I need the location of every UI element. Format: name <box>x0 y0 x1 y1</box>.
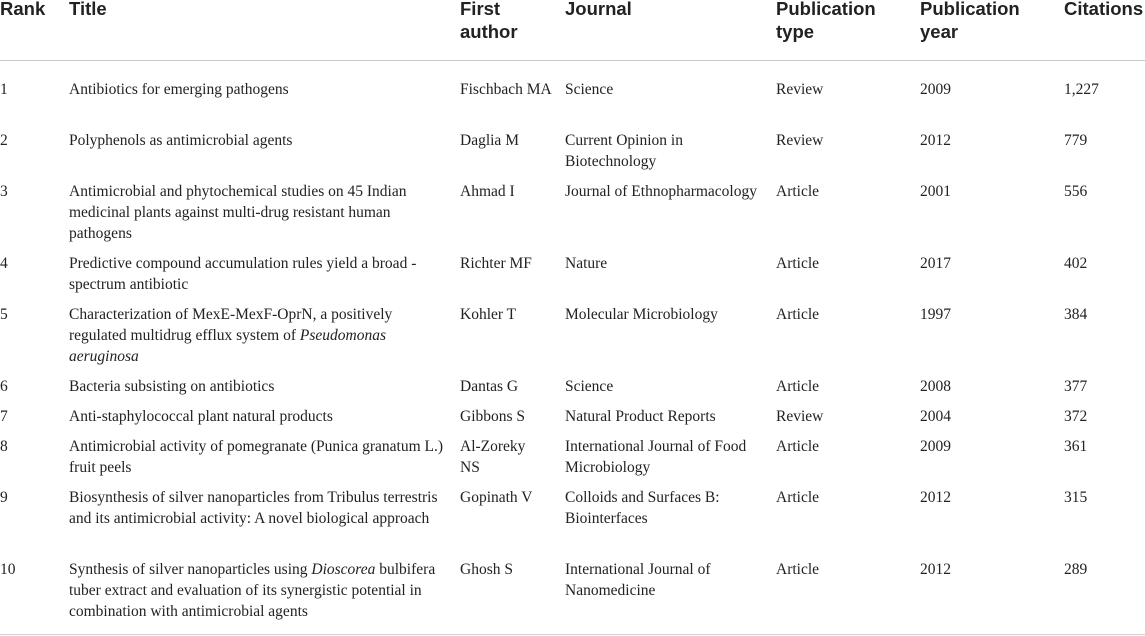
cell-publication-year: 2009 <box>920 438 951 455</box>
table-header <box>0 0 1145 61</box>
cell-first-author: Gibbons S <box>460 408 526 425</box>
title-text: Characterization of MexE-MexF-OprN, a positively regulated multidrug efflux system of <box>69 306 393 344</box>
header-citations: Citations <box>1064 0 1144 19</box>
cell-first-author: Al-Zoreky NS <box>460 438 526 476</box>
cell-first-author: Ahmad I <box>460 183 515 200</box>
header-title: Title <box>69 0 107 19</box>
cell-publication-year: 2012 <box>920 561 951 578</box>
cell-citations: 384 <box>1064 306 1088 323</box>
cell-title: Bacteria subsisting on antibiotics <box>69 378 275 395</box>
table-row <box>0 304 1145 376</box>
cell-citations: 315 <box>1064 489 1088 506</box>
header-publication-type: Publication type <box>776 0 876 42</box>
title-text-end: bulbifera tuber extract and evaluation of its synergistic potential in combination with antimicrobial agents <box>69 561 436 620</box>
cell-title: Antimicrobial and phytochemical studies on 45 Indian medicinal plants against multi-drug resistant human pathogens <box>69 183 407 242</box>
title-species-italic: Pseudomonas aeruginosa <box>69 327 386 365</box>
table-row <box>0 79 1145 130</box>
table-row <box>0 436 1145 487</box>
cell-rank: 5 <box>0 306 8 323</box>
table-bottom-rule <box>0 634 1145 635</box>
cell-title: Anti-staphylococcal plant natural products <box>69 408 333 425</box>
table-row <box>0 406 1145 436</box>
cell-title: Predictive compound accumulation rules yield a broad -spectrum antibiotic <box>69 255 417 293</box>
cell-publication-year: 2012 <box>920 489 951 506</box>
header-first-author: First author <box>460 0 518 42</box>
cell-first-author: Richter MF <box>460 255 532 272</box>
cell-citations: 556 <box>1064 183 1088 200</box>
cell-journal: Molecular Microbiology <box>565 306 718 323</box>
cell-publication-year: 2008 <box>920 378 951 395</box>
cell-first-author: Ghosh S <box>460 561 513 578</box>
cell-rank: 3 <box>0 183 8 200</box>
cell-rank: 8 <box>0 438 8 455</box>
cell-publication-type: Review <box>776 81 824 98</box>
header-journal: Journal <box>565 0 632 19</box>
cell-publication-year: 2004 <box>920 408 951 425</box>
cell-rank: 2 <box>0 132 8 149</box>
cell-title: Polyphenols as antimicrobial agents <box>69 132 293 149</box>
table-row <box>0 253 1145 304</box>
table-row <box>0 181 1145 253</box>
cell-publication-type: Article <box>776 378 820 395</box>
cell-citations: 402 <box>1064 255 1088 272</box>
cell-publication-type: Article <box>776 306 820 323</box>
cell-rank: 6 <box>0 378 8 395</box>
cell-journal: Science <box>565 81 614 98</box>
cell-citations: 372 <box>1064 408 1088 425</box>
cell-journal: International Journal of Nanomedicine <box>565 561 711 599</box>
cell-publication-type: Article <box>776 255 820 272</box>
cell-first-author: Fischbach MA <box>460 81 552 98</box>
cell-publication-type: Article <box>776 183 820 200</box>
cell-citations: 361 <box>1064 438 1088 455</box>
cell-publication-type: Review <box>776 132 824 149</box>
cell-title <box>69 559 449 622</box>
cell-journal: Current Opinion in Biotechnology <box>565 132 683 170</box>
cell-publication-type: Review <box>776 408 824 425</box>
cell-journal: Colloids and Surfaces B: Biointerfaces <box>565 489 720 527</box>
header-rank: Rank <box>0 0 46 19</box>
table-row <box>0 376 1145 406</box>
cell-citations: 779 <box>1064 132 1088 149</box>
cell-title: Antibiotics for emerging pathogens <box>69 81 289 98</box>
cell-publication-year: 2009 <box>920 81 951 98</box>
table-row <box>0 130 1145 181</box>
cell-publication-year: 2017 <box>920 255 951 272</box>
cell-first-author: Gopinath V <box>460 489 533 506</box>
cell-journal: Nature <box>565 255 608 272</box>
title-genus-italic: Dioscorea <box>311 561 376 578</box>
cell-title: Biosynthesis of silver nanoparticles from Tribulus terrestris and its antimicrobial activity: A novel biological approach <box>69 489 438 527</box>
cell-publication-type: Article <box>776 489 820 506</box>
cell-citations: 1,227 <box>1064 81 1099 98</box>
cell-first-author: Daglia M <box>460 132 519 149</box>
cell-rank: 1 <box>0 81 8 98</box>
cell-rank: 4 <box>0 255 8 272</box>
cell-journal: Journal of Ethnopharmacology <box>565 183 757 200</box>
cell-first-author: Dantas G <box>460 378 519 395</box>
cell-title <box>69 304 449 367</box>
cell-publication-year: 1997 <box>920 306 951 323</box>
cell-citations: 377 <box>1064 378 1088 395</box>
title-text: Synthesis of silver nanoparticles using <box>69 561 312 578</box>
table-row <box>0 487 1145 559</box>
cell-journal: International Journal of Food Microbiology <box>565 438 747 476</box>
cell-title: Antimicrobial activity of pomegranate (Punica granatum L.) fruit peels <box>69 438 444 476</box>
header-publication-year: Publication year <box>920 0 1020 42</box>
cell-publication-type: Article <box>776 561 820 578</box>
cell-citations: 289 <box>1064 561 1088 578</box>
cell-publication-type: Article <box>776 438 820 455</box>
cell-rank: 9 <box>0 489 8 506</box>
cell-journal: Science <box>565 378 614 395</box>
cell-journal: Natural Product Reports <box>565 408 716 425</box>
cell-publication-year: 2001 <box>920 183 951 200</box>
cell-rank: 10 <box>0 561 16 578</box>
cell-first-author: Kohler T <box>460 306 517 323</box>
cell-publication-year: 2012 <box>920 132 951 149</box>
table-row <box>0 559 1145 631</box>
cell-rank: 7 <box>0 408 8 425</box>
